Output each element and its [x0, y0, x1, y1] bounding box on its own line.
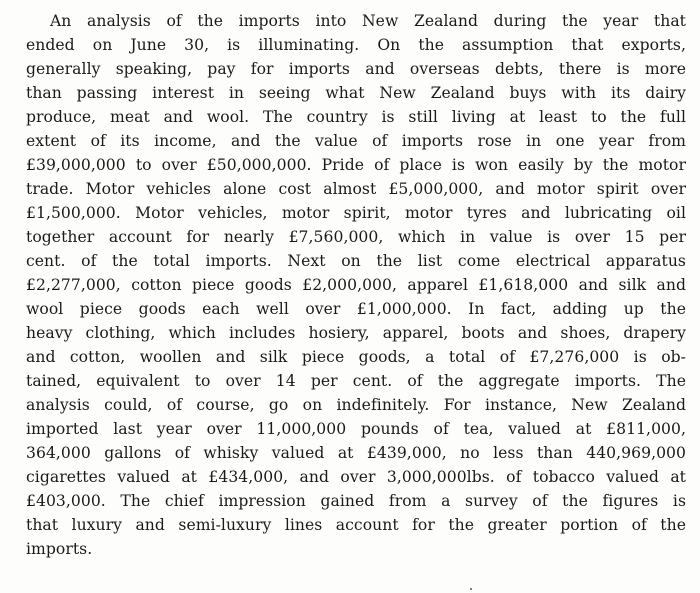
article-line: £2,277,000, cotton piece goods £2,000,000, apparel £1,618,000 and silk and	[26, 276, 686, 294]
article-line: ended on June 30, is illuminating. On the assumption that exports,	[26, 36, 686, 54]
article-line: extent of its income, and the value of imports rose in one year from	[26, 132, 686, 150]
article-line: £403,000. The chief impression gained from a survey of the figures is	[26, 492, 686, 510]
article-line: £39,000,000 to over £50,000,000. Pride of place is won easily by the motor	[26, 156, 686, 174]
article-line: An analysis of the imports into New Zealand during the year that	[50, 12, 686, 30]
article-line: that luxury and semi-luxury lines account for the greater portion of the	[26, 516, 686, 534]
article-line: produce, meat and wool. The country is still living at least to the full	[26, 108, 686, 126]
article-line: heavy clothing, which includes hosiery, apparel, boots and shoes, drapery	[26, 324, 686, 342]
article-line: cigarettes valued at £434,000, and over 3,000,000lbs. of tobacco valued at	[26, 468, 686, 486]
paper-speck	[470, 588, 472, 590]
article-line: 364,000 gallons of whisky valued at £439,000, no less than 440,969,000	[26, 444, 686, 462]
article-line: analysis could, of course, go on indefinitely. For instance, New Zealand	[26, 396, 686, 414]
article-line: generally speaking, pay for imports and overseas debts, there is more	[26, 60, 686, 78]
article-line: together account for nearly £7,560,000, which in value is over 15 per	[26, 228, 686, 246]
article-line: wool piece goods each well over £1,000,000. In fact, adding up the	[26, 300, 686, 318]
article-line: and cotton, woollen and silk piece goods, a total of £7,276,000 is ob-	[26, 348, 686, 366]
article-line: than passing interest in seeing what New Zealand buys with its dairy	[26, 84, 686, 102]
article-line: imported last year over 11,000,000 pounds of tea, valued at £811,000,	[26, 420, 686, 438]
article-paragraph	[26, 9, 686, 561]
article-line: £1,500,000. Motor vehicles, motor spirit, motor tyres and lubricating oil	[26, 204, 686, 222]
article-line: imports.	[26, 540, 93, 558]
article-line: trade. Motor vehicles alone cost almost £5,000,000, and motor spirit over	[26, 180, 686, 198]
article-line: tained, equivalent to over 14 per cent. of the aggregate imports. The	[26, 372, 686, 390]
article-line: cent. of the total imports. Next on the list come electrical apparatus	[26, 252, 686, 270]
